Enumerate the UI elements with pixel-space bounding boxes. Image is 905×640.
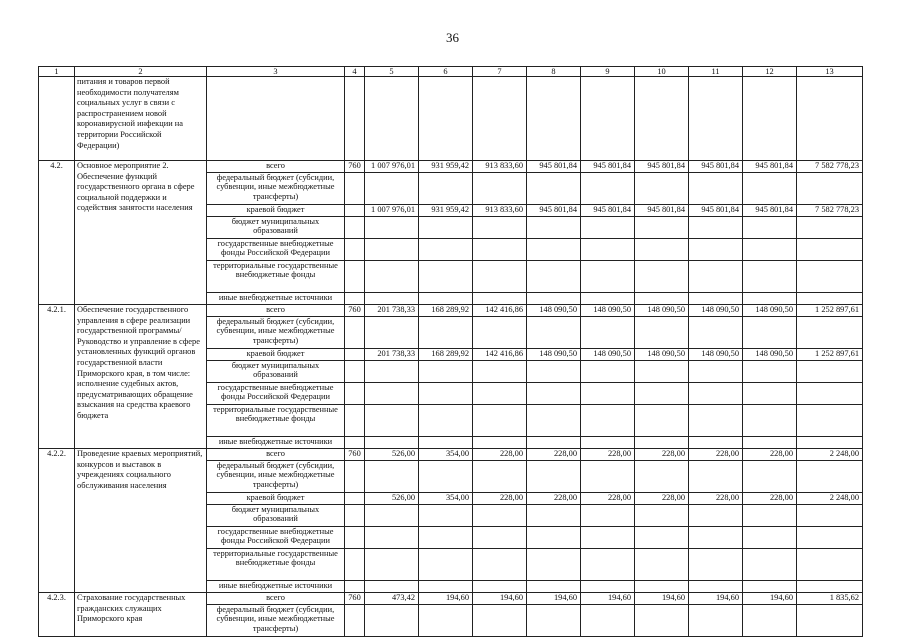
value-cell [797,361,863,383]
value-cell [743,173,797,205]
value-cell [797,173,863,205]
value-cell [581,405,635,437]
value-cell: 228,00 [473,493,527,505]
value-cell [419,239,473,261]
value-cell [473,527,527,549]
value-cell [365,239,419,261]
value-cell: 148 090,50 [581,349,635,361]
header-col-9: 9 [581,67,635,77]
value-cell [473,405,527,437]
value-cell [419,505,473,527]
value-cell: 945 801,84 [581,161,635,173]
value-cell [797,527,863,549]
value-cell [743,505,797,527]
value-cell [473,293,527,305]
value-cell [797,383,863,405]
value-cell [635,437,689,449]
value-cell [743,361,797,383]
row-code: 4.2.1. [39,305,75,449]
grbs-code [345,173,365,205]
value-cell [581,173,635,205]
value-cell: 354,00 [419,449,473,461]
value-cell: 201 738,33 [365,305,419,317]
value-cell [797,239,863,261]
value-cell: 148 090,50 [743,305,797,317]
value-cell [473,361,527,383]
value-cell [635,361,689,383]
continuation-row [39,77,863,161]
value-cell [689,549,743,581]
funding-source: территориальные государственные внебюджетные фонды [207,261,345,293]
value-cell [473,581,527,593]
value-cell: 142 416,86 [473,349,527,361]
value-cell: 945 801,84 [635,161,689,173]
value-cell [797,293,863,305]
value-cell: 228,00 [689,449,743,461]
value-cell: 228,00 [635,449,689,461]
value-cell [365,527,419,549]
funding-source: государственные внебюджетные фонды Российской Федерации [207,527,345,549]
value-cell [635,383,689,405]
value-cell [365,605,419,637]
value-cell [365,505,419,527]
value-cell [743,293,797,305]
funding-source: всего [207,593,345,605]
header-col-13: 13 [797,67,863,77]
funding-source: федеральный бюджет (субсидии, субвенции, иные межбюджетные трансферты) [207,173,345,205]
value-cell [527,317,581,349]
value-cell [635,505,689,527]
value-cell: 931 959,42 [419,205,473,217]
funding-source: федеральный бюджет (субсидии, субвенции, иные межбюджетные трансферты) [207,605,345,637]
grbs-code [345,361,365,383]
value-cell [527,549,581,581]
grbs-code [345,217,365,239]
value-cell: 148 090,50 [527,349,581,361]
value-cell [689,581,743,593]
value-cell: 194,60 [419,593,473,605]
value-cell [419,549,473,581]
grbs-code [345,493,365,505]
value-cell [635,581,689,593]
value-cell [473,437,527,449]
value-cell: 945 801,84 [527,161,581,173]
value-cell: 228,00 [689,493,743,505]
value-cell [365,261,419,293]
value-cell: 945 801,84 [743,205,797,217]
value-cell [635,527,689,549]
funding-source: бюджет муниципальных образований [207,217,345,239]
value-cell [581,217,635,239]
value-cell [365,317,419,349]
value-cell [581,505,635,527]
value-cell: 1 007 976,01 [365,205,419,217]
page-number: 36 [446,30,459,45]
value-cell [365,293,419,305]
value-cell [635,261,689,293]
grbs-code [345,527,365,549]
row-name: Основное мероприятие 2. Обеспечение функций государственного органа в сфере социальной поддержки и содействия занятости населения [75,161,207,305]
value-cell [581,261,635,293]
value-cell: 194,60 [689,593,743,605]
funding-source: федеральный бюджет (субсидии, субвенции, иные межбюджетные трансферты) [207,461,345,493]
value-cell: 913 833,60 [473,205,527,217]
value-cell: 228,00 [527,493,581,505]
grbs-code [345,581,365,593]
value-cell [797,605,863,637]
funding-source: государственные внебюджетные фонды Российской Федерации [207,383,345,405]
value-cell: 148 090,50 [635,349,689,361]
table-row [39,161,863,173]
row-code: 4.2.3. [39,593,75,637]
value-cell [527,605,581,637]
value-cell: 148 090,50 [635,305,689,317]
value-cell [365,361,419,383]
funding-source: всего [207,161,345,173]
value-cell: 2 248,00 [797,493,863,505]
funding-source: иные внебюджетные источники [207,293,345,305]
value-cell [365,549,419,581]
value-cell [689,527,743,549]
value-cell [581,317,635,349]
value-cell [743,239,797,261]
funding-source: государственные внебюджетные фонды Российской Федерации [207,239,345,261]
value-cell [689,505,743,527]
value-cell [473,173,527,205]
grbs-code [345,261,365,293]
value-cell [527,293,581,305]
value-cell [419,261,473,293]
value-cell [581,383,635,405]
value-cell [797,581,863,593]
value-cell [581,361,635,383]
value-cell [689,217,743,239]
value-cell: 945 801,84 [689,205,743,217]
value-cell [689,605,743,637]
value-cell: 1 252 897,61 [797,349,863,361]
value-cell [635,549,689,581]
value-cell [473,317,527,349]
grbs-code [345,505,365,527]
value-cell: 473,42 [365,593,419,605]
value-cell: 148 090,50 [743,349,797,361]
table-row [39,593,863,605]
value-cell [365,173,419,205]
value-cell [635,605,689,637]
value-cell [743,437,797,449]
grbs-code [345,383,365,405]
continuation-name: питания и товаров первой необходимости получателям социальных услуг в связи с распространением новой коронавирусной инфекции на территории Российской Федерации) [75,77,207,161]
row-name: Обеспечение государственного управления в сфере реализации государственной программы/ Руководство и управление в сфере установленных функций органов государственной власти Приморского края, в том числе: исполнение судебных актов, предусматривающих обращение взыскания на средства краевого бюджета [75,305,207,449]
grbs-code: 760 [345,449,365,461]
value-cell [689,239,743,261]
header-col-8: 8 [527,67,581,77]
header-col-12: 12 [743,67,797,77]
value-cell: 354,00 [419,493,473,505]
funding-source: краевой бюджет [207,349,345,361]
grbs-code [345,605,365,637]
value-cell [581,527,635,549]
funding-source: всего [207,449,345,461]
funding-source: территориальные государственные внебюджетные фонды [207,549,345,581]
value-cell [581,581,635,593]
value-cell [473,383,527,405]
value-cell: 228,00 [581,493,635,505]
funding-source: бюджет муниципальных образований [207,505,345,527]
value-cell [743,217,797,239]
grbs-code [345,239,365,261]
value-cell [527,405,581,437]
value-cell: 945 801,84 [689,161,743,173]
value-cell: 945 801,84 [635,205,689,217]
value-cell [473,549,527,581]
header-col-4: 4 [345,67,365,77]
value-cell [635,317,689,349]
value-cell: 228,00 [743,493,797,505]
value-cell [527,217,581,239]
value-cell [797,505,863,527]
value-cell [419,461,473,493]
value-cell [527,383,581,405]
value-cell [635,461,689,493]
value-cell [581,549,635,581]
value-cell [689,361,743,383]
value-cell [419,527,473,549]
value-cell [365,217,419,239]
value-cell: 913 833,60 [473,161,527,173]
value-cell [743,549,797,581]
value-cell [635,217,689,239]
value-cell [797,405,863,437]
value-cell: 931 959,42 [419,161,473,173]
grbs-code [345,205,365,217]
value-cell [527,505,581,527]
row-code: 4.2.2. [39,449,75,593]
header-col-6: 6 [419,67,473,77]
row-name: Страхование государственных гражданских служащих Приморского края [75,593,207,637]
value-cell: 194,60 [635,593,689,605]
header-col-2: 2 [75,67,207,77]
grbs-code [345,293,365,305]
value-cell: 1 007 976,01 [365,161,419,173]
table-body [39,67,863,637]
value-cell [365,383,419,405]
value-cell [527,361,581,383]
value-cell [473,605,527,637]
value-cell: 228,00 [635,493,689,505]
value-cell [419,361,473,383]
value-cell: 228,00 [581,449,635,461]
value-cell [743,405,797,437]
funding-source: краевой бюджет [207,205,345,217]
budget-table [38,66,863,637]
value-cell [689,405,743,437]
value-cell [581,461,635,493]
value-cell: 194,60 [743,593,797,605]
value-cell [581,239,635,261]
value-cell [419,581,473,593]
value-cell [635,173,689,205]
row-code: 4.2. [39,161,75,305]
value-cell: 168 289,92 [419,305,473,317]
value-cell [527,239,581,261]
grbs-code [345,461,365,493]
funding-source: иные внебюджетные источники [207,581,345,593]
value-cell [743,581,797,593]
header-col-10: 10 [635,67,689,77]
value-cell: 1 835,62 [797,593,863,605]
value-cell: 194,60 [581,593,635,605]
value-cell [365,581,419,593]
grbs-code: 760 [345,305,365,317]
value-cell [365,461,419,493]
value-cell: 194,60 [527,593,581,605]
row-name: Проведение краевых мероприятий, конкурсов и выставок в учреждениях социального обслуживания населения [75,449,207,593]
value-cell [689,383,743,405]
header-col-11: 11 [689,67,743,77]
value-cell [797,461,863,493]
value-cell: 7 582 778,23 [797,161,863,173]
value-cell [635,293,689,305]
value-cell [743,527,797,549]
value-cell [689,173,743,205]
value-cell [797,437,863,449]
header-col-7: 7 [473,67,527,77]
grbs-code [345,317,365,349]
funding-source: территориальные государственные внебюджетные фонды [207,405,345,437]
grbs-code [345,437,365,449]
value-cell: 945 801,84 [581,205,635,217]
table-row [39,305,863,317]
value-cell [419,173,473,205]
value-cell: 148 090,50 [689,305,743,317]
value-cell [581,437,635,449]
value-cell [419,405,473,437]
value-cell [689,437,743,449]
header-col-1: 1 [39,67,75,77]
value-cell: 526,00 [365,449,419,461]
value-cell [689,317,743,349]
value-cell [689,461,743,493]
value-cell [797,261,863,293]
value-cell [365,405,419,437]
value-cell: 148 090,50 [527,305,581,317]
value-cell: 945 801,84 [743,161,797,173]
value-cell [743,317,797,349]
value-cell [527,261,581,293]
value-cell [473,505,527,527]
grbs-code [345,349,365,361]
value-cell: 2 248,00 [797,449,863,461]
value-cell [797,317,863,349]
value-cell: 228,00 [743,449,797,461]
value-cell: 148 090,50 [689,349,743,361]
value-cell: 7 582 778,23 [797,205,863,217]
grbs-code [345,549,365,581]
funding-source: бюджет муниципальных образований [207,361,345,383]
value-cell [635,405,689,437]
value-cell [797,549,863,581]
grbs-code [345,405,365,437]
funding-source: краевой бюджет [207,493,345,505]
value-cell: 945 801,84 [527,205,581,217]
value-cell [473,261,527,293]
value-cell [419,217,473,239]
value-cell [527,581,581,593]
value-cell [473,239,527,261]
value-cell [419,293,473,305]
continuation-code [39,77,75,161]
value-cell [743,261,797,293]
value-cell: 194,60 [473,593,527,605]
value-cell [581,605,635,637]
value-cell [689,261,743,293]
value-cell [797,217,863,239]
value-cell [527,173,581,205]
value-cell [527,461,581,493]
value-cell [473,217,527,239]
value-cell [581,293,635,305]
value-cell: 201 738,33 [365,349,419,361]
value-cell [689,293,743,305]
value-cell: 142 416,86 [473,305,527,317]
value-cell [527,527,581,549]
value-cell: 228,00 [473,449,527,461]
value-cell [419,383,473,405]
value-cell [743,605,797,637]
header-row [39,67,863,77]
funding-source: всего [207,305,345,317]
grbs-code: 760 [345,161,365,173]
value-cell: 148 090,50 [581,305,635,317]
value-cell [743,383,797,405]
table-row [39,449,863,461]
funding-source: иные внебюджетные источники [207,437,345,449]
header-col-3: 3 [207,67,345,77]
value-cell [419,605,473,637]
value-cell: 168 289,92 [419,349,473,361]
value-cell [419,437,473,449]
value-cell [635,239,689,261]
value-cell [743,461,797,493]
value-cell: 228,00 [527,449,581,461]
value-cell: 526,00 [365,493,419,505]
value-cell [527,437,581,449]
value-cell [419,317,473,349]
value-cell: 1 252 897,61 [797,305,863,317]
value-cell [365,437,419,449]
header-col-5: 5 [365,67,419,77]
funding-source: федеральный бюджет (субсидии, субвенции, иные межбюджетные трансферты) [207,317,345,349]
grbs-code: 760 [345,593,365,605]
value-cell [473,461,527,493]
